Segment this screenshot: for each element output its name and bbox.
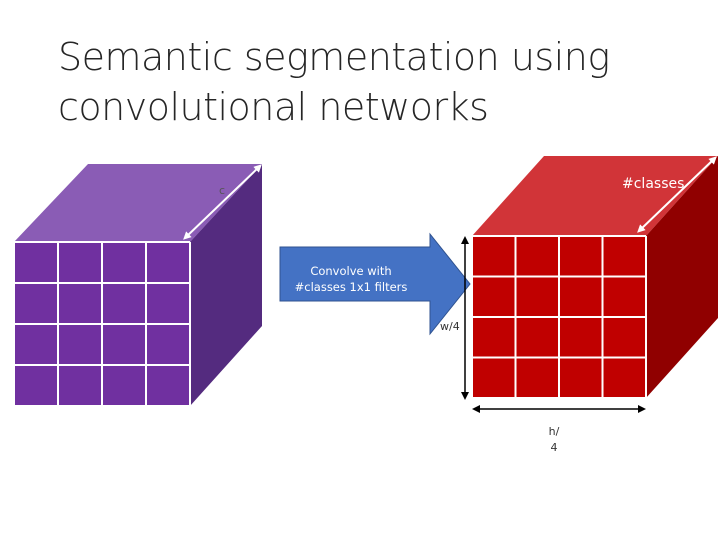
title-line-1: Semantic segmentation using — [58, 35, 610, 79]
channel-label: c — [219, 184, 226, 197]
height-label: h/ 4 — [548, 425, 560, 454]
input-feature-block — [14, 164, 262, 406]
classes-label: #classes — [622, 176, 685, 192]
title-line-2: convolutional networks — [58, 85, 489, 129]
operation-label: Convolve with #classes 1x1 filters — [294, 264, 408, 294]
output-score-block — [472, 156, 718, 398]
width-label: w/4 — [440, 320, 460, 333]
